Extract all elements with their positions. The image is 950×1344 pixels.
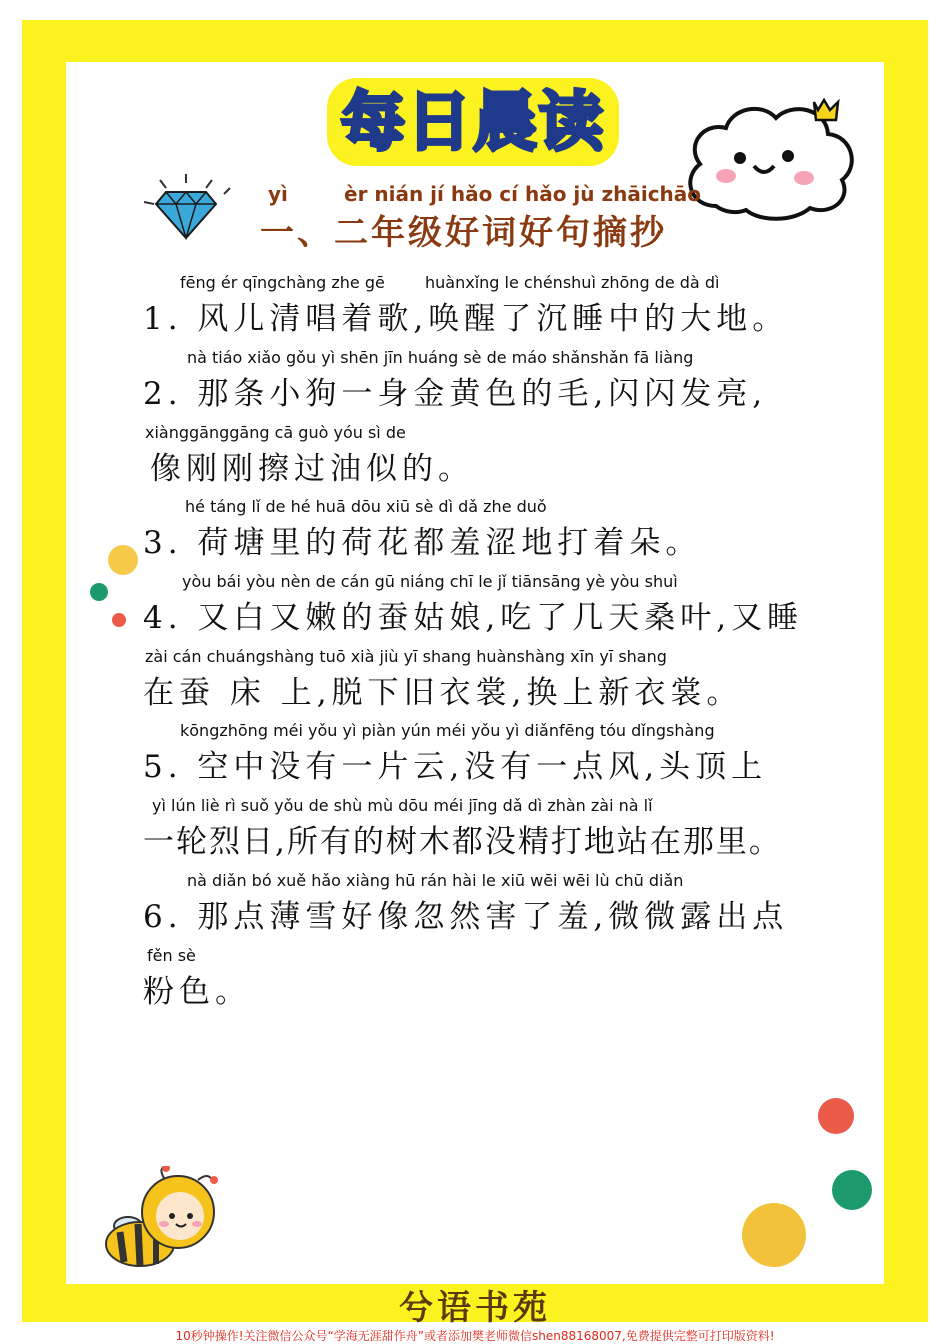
pinyin-line: zài cán chuángshàng tuō xià jiù yī shang huànshàng xīn yī shang: [145, 647, 667, 666]
sentence-line: 像刚刚擦过油似的。: [150, 451, 474, 487]
pinyin-line: fēng ér qīngchàng zhe gē: [180, 273, 385, 292]
sentence-line: 一轮烈日,所有的树木都没精打地站在那里。: [143, 824, 782, 860]
pinyin-line: hé táng lǐ de hé huā dōu xiū sè dì dǎ zhe duǒ: [185, 497, 547, 516]
decorative-dot: [832, 1170, 872, 1210]
sentence-line: 6. 那点薄雪好像忽然害了羞,微微露出点: [143, 899, 789, 935]
bee-mascot-icon: [100, 1166, 230, 1272]
subtitle-pinyin-1: yì: [268, 182, 288, 206]
subtitle: 一、二年级好词好句摘抄: [260, 213, 667, 253]
pinyin-line: kōngzhōng méi yǒu yì piàn yún méi yǒu yì diǎnfēng tóu dǐngshàng: [180, 721, 715, 740]
footer-brand: 兮语书苑: [399, 1288, 551, 1328]
sentence-line: 2. 那条小狗一身金黄色的毛,闪闪发亮,: [143, 376, 768, 412]
pinyin-line: yì lún liè rì suǒ yǒu de shù mù dōu méi jīng dǎ dì zhàn zài nà lǐ: [152, 796, 653, 815]
pinyin-line: fěn sè: [147, 946, 196, 965]
decorative-dot: [108, 545, 138, 575]
footer-note: 10秒钟操作!关注微信公众号“学海无涯甜作舟”或者添加樊老师微信shen88168007,免费提供完整可打印版资料!: [175, 1329, 775, 1343]
pinyin-line: nà diǎn bó xuě hǎo xiàng hū rán hài le xiū wēi wēi lù chū diǎn: [187, 871, 684, 890]
pinyin-line: xiànggānggāng cā guò yóu sì de: [145, 423, 406, 442]
decorative-dot: [90, 583, 108, 601]
sentence-line: 在蚕 床 上,脱下旧衣裳,换上新衣裳。: [143, 675, 743, 711]
pinyin-line: nà tiáo xiǎo gǒu yì shēn jīn huáng sè de máo shǎnshǎn fā liàng: [187, 348, 694, 367]
subtitle-pinyin-2: èr nián jí hǎo cí hǎo jù zhāichāo: [344, 182, 702, 206]
cloud-mascot-icon: [676, 96, 866, 228]
pinyin-line: yòu bái yòu nèn de cán gū niáng chī le jǐ tiānsāng yè yòu shuì: [182, 572, 678, 591]
sentence-line: 4. 又白又嫩的蚕姑娘,吃了几天桑叶,又睡: [143, 600, 804, 636]
sentence-line: 5. 空中没有一片云,没有一点风,头顶上: [143, 749, 768, 785]
diamond-icon: [140, 172, 236, 244]
sentence-line: 3. 荷塘里的荷花都羞涩地打着朵。: [143, 525, 702, 561]
page-title: 每日晨读: [341, 86, 605, 160]
decorative-dot: [742, 1203, 806, 1267]
decorative-dot: [112, 613, 126, 627]
sentence-line: 1. 风儿清唱着歌,唤醒了沉睡中的大地。: [143, 301, 789, 337]
decorative-dot: [818, 1098, 854, 1134]
pinyin-line: huànxǐng le chénshuì zhōng de dà dì: [425, 273, 720, 292]
sentence-line: 粉色。: [143, 974, 251, 1010]
